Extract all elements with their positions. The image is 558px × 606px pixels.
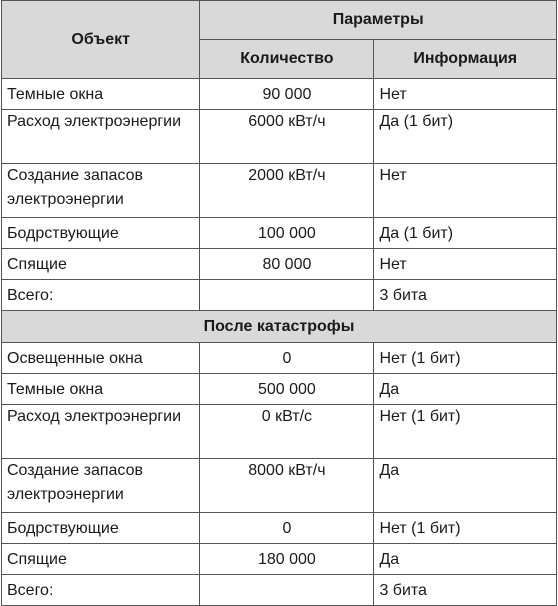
quantity-cell: 500 000: [200, 374, 374, 405]
object-cell: Всего:: [2, 575, 200, 606]
table-row: [2, 405, 557, 459]
table-row: [2, 544, 557, 575]
object-cell: Освещенные окна: [2, 343, 200, 374]
info-cell: Нет (1 бит): [374, 343, 557, 374]
quantity-cell: 2000 кВт/ч: [200, 164, 374, 218]
header-parameters: Параметры: [200, 1, 557, 40]
info-cell: 3 бита: [374, 280, 557, 311]
object-cell: Расход электроэнергии: [2, 110, 200, 164]
object-cell: Бодрствующие: [2, 218, 200, 249]
table-row: [2, 110, 557, 164]
table-row: [2, 218, 557, 249]
info-cell: 3 бита: [374, 575, 557, 606]
data-table: [1, 0, 557, 606]
header-quantity: Количество: [200, 40, 374, 79]
info-cell: Нет: [374, 79, 557, 110]
table-row: [2, 280, 557, 311]
quantity-cell: [200, 575, 374, 606]
object-cell: Создание запасов электроэнергии: [2, 459, 200, 513]
quantity-cell: 0 кВт/с: [200, 405, 374, 459]
section-row: [2, 311, 557, 343]
table-row: [2, 164, 557, 218]
table-row: [2, 459, 557, 513]
header-object: Объект: [2, 1, 200, 79]
object-cell: Расход электроэнергии: [2, 405, 200, 459]
info-cell: Да (1 бит): [374, 110, 557, 164]
table-row: [2, 513, 557, 544]
table-row: [2, 343, 557, 374]
object-cell: Всего:: [2, 280, 200, 311]
quantity-cell: 0: [200, 343, 374, 374]
info-cell: Нет (1 бит): [374, 405, 557, 459]
object-cell: Создание запасов электроэнергии: [2, 164, 200, 218]
table-row: [2, 374, 557, 405]
table-row: [2, 249, 557, 280]
quantity-cell: [200, 280, 374, 311]
info-cell: Да: [374, 459, 557, 513]
quantity-cell: 100 000: [200, 218, 374, 249]
quantity-cell: 8000 кВт/ч: [200, 459, 374, 513]
object-cell: Спящие: [2, 544, 200, 575]
table-row: [2, 575, 557, 606]
info-cell: Да (1 бит): [374, 218, 557, 249]
object-cell: Темные окна: [2, 374, 200, 405]
object-cell: Бодрствующие: [2, 513, 200, 544]
object-cell: Спящие: [2, 249, 200, 280]
quantity-cell: 80 000: [200, 249, 374, 280]
object-cell: Темные окна: [2, 79, 200, 110]
quantity-cell: 0: [200, 513, 374, 544]
info-cell: Да: [374, 544, 557, 575]
header-information: Информация: [374, 40, 557, 79]
table-row: [2, 79, 557, 110]
info-cell: Да: [374, 374, 557, 405]
info-cell: Нет: [374, 164, 557, 218]
quantity-cell: 180 000: [200, 544, 374, 575]
quantity-cell: 90 000: [200, 79, 374, 110]
info-cell: Нет (1 бит): [374, 513, 557, 544]
section-title: После катастрофы: [2, 311, 557, 343]
quantity-cell: 6000 кВт/ч: [200, 110, 374, 164]
info-cell: Нет: [374, 249, 557, 280]
